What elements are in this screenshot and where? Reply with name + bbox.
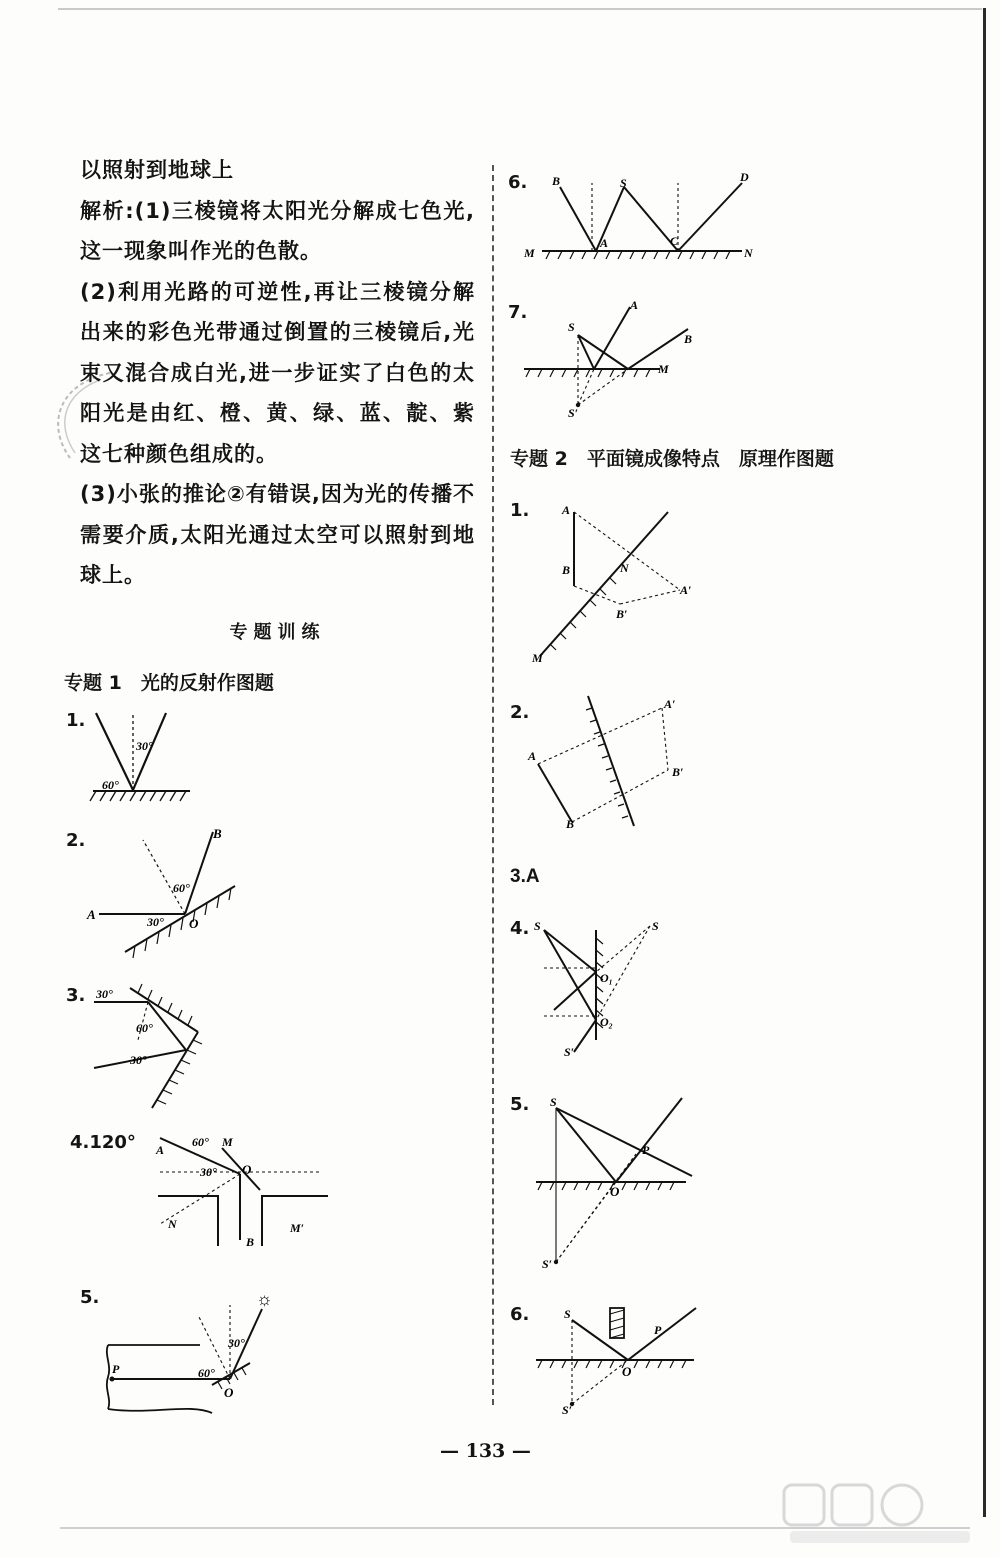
t2-q2-label-Aprime: A′	[664, 697, 676, 711]
t2-q2-label-B: B	[566, 817, 575, 831]
page-border-right	[983, 8, 986, 1517]
t2-q5-label-Sprime: S′	[542, 1257, 553, 1271]
t2-q6-label-S: S	[564, 1307, 571, 1321]
t1-q1-diagram	[88, 705, 198, 805]
topic2-title: 专题 2 平面镜成像特点 原理作图题	[510, 448, 834, 470]
r-q7-label-Sprime: S′	[568, 406, 579, 420]
t2-q6-label-O: O	[622, 1364, 632, 1379]
t2-q2-label-Bprime: B′	[672, 765, 684, 779]
t2-q6-label-Sprime: S′	[562, 1403, 573, 1416]
t2-q5-diagram	[526, 1090, 701, 1275]
analysis-part-1: 解析:(1)三棱镜将太阳光分解成七色光,这一现象叫作光的色散。	[80, 198, 475, 263]
t1-q2-label-B: B	[213, 826, 222, 841]
t1-q2-diagram	[85, 822, 245, 962]
t1-q5-number: 5.	[80, 1287, 100, 1308]
t1-q5-label-P: P	[112, 1362, 120, 1376]
t1-q4-number: 4.120°	[70, 1132, 136, 1153]
t2-q4-label-O1: O₁	[600, 971, 613, 985]
r-q6-label-M: M	[524, 246, 535, 260]
t2-q5-label-O: O	[610, 1184, 620, 1199]
t1-q4-label-A: A	[156, 1143, 165, 1157]
t2-q2-label-A: A	[528, 749, 537, 763]
r-q6-label-C: C	[670, 234, 679, 248]
t1-q4-label-M: M	[222, 1135, 233, 1149]
topic1-title: 专题 1 光的反射作图题	[64, 672, 274, 694]
t1-q4-label-B: B	[246, 1235, 255, 1249]
column-divider	[492, 165, 494, 1405]
t2-q1-label-N: N	[620, 561, 629, 575]
t1-q4-angle60: 60°	[192, 1135, 209, 1149]
training-title: 专题训练	[229, 621, 326, 643]
t2-q4-label-Sprime: S′	[564, 1045, 575, 1059]
t1-q2-label-A: A	[87, 907, 96, 922]
text-line-0: 以照射到地球上	[80, 158, 234, 182]
t2-q3-answer: 3.A	[510, 866, 540, 887]
r-q7-label-M: M	[658, 362, 669, 376]
r-q7-diagram	[520, 295, 710, 420]
page-border-top	[58, 8, 982, 10]
r-q6-number: 6.	[508, 172, 528, 193]
t1-q2-angle60: 60°	[173, 881, 190, 895]
t2-q1-label-A: A	[562, 503, 571, 517]
t1-q2-label-O: O	[189, 916, 199, 931]
t1-q3-angle30a: 30°	[96, 987, 113, 1001]
t1-q4-label-N: N	[168, 1217, 177, 1231]
t2-q1-label-M: M	[532, 651, 543, 665]
t1-q5-diagram	[100, 1285, 285, 1415]
t2-q6-diagram	[530, 1298, 705, 1416]
r-q6-label-D: D	[740, 170, 749, 184]
t1-q3-diagram	[90, 980, 215, 1115]
t2-q1-number: 1.	[510, 500, 530, 521]
analysis-part-2: (2)利用光路的可逆性,再让三棱镜分解出来的彩色光带通过倒置的三棱镜后,光束又混合成白光,进一步证实了白色的太阳光是由红、橙、黄、绿、蓝、靛、紫这七种颜色组成的。	[80, 279, 475, 466]
t2-q6-number: 6.	[510, 1304, 530, 1325]
left-column-text	[80, 150, 475, 644]
t1-q1-number: 1.	[66, 710, 86, 731]
t1-q3-angle30b: 30°	[130, 1053, 147, 1067]
r-q6-diagram	[520, 165, 765, 265]
r-q7-label-B: B	[684, 332, 693, 346]
r-q7-label-S: S	[568, 320, 575, 334]
t1-q5-angle30: 30°	[228, 1336, 245, 1350]
t2-q1-label-Bprime: B′	[616, 607, 628, 621]
t2-q1-label-Aprime: A′	[680, 583, 692, 597]
watermark-logo	[780, 1479, 980, 1549]
t2-q4-number: 4.	[510, 918, 530, 939]
t2-q5-label-S: S	[550, 1095, 557, 1109]
t1-q4-angle30: 30°	[200, 1165, 217, 1179]
t2-q1-diagram	[528, 498, 708, 666]
t2-q4-label-S: S	[534, 919, 541, 933]
t2-q5-number: 5.	[510, 1094, 530, 1115]
t1-q4-label-O: O	[242, 1162, 252, 1177]
t1-q1-angle30: 30°	[136, 739, 153, 753]
t1-q3-number: 3.	[66, 985, 86, 1006]
t2-q4-label-O2: O₂	[600, 1015, 613, 1029]
t1-q2-number: 2.	[66, 830, 86, 851]
t2-q1-label-B: B	[562, 563, 571, 577]
sun-icon: ☼	[256, 1289, 273, 1309]
analysis-part-3: (3)小张的推论②有错误,因为光的传播不需要介质,太阳光通过太空可以照射到地球上。	[80, 482, 475, 587]
t2-q2-diagram	[526, 690, 696, 835]
t1-q4-diagram	[150, 1128, 335, 1253]
r-q7-number: 7.	[508, 302, 528, 323]
t2-q5-label-P: P	[642, 1143, 650, 1157]
t1-q5-angle60: 60°	[198, 1366, 215, 1380]
r-q6-label-S: S	[620, 176, 627, 190]
t2-q6-label-P: P	[654, 1323, 662, 1337]
r-q6-label-A: A	[600, 236, 609, 250]
t2-q2-number: 2.	[510, 702, 530, 723]
t1-q3-angle60: 60°	[136, 1021, 153, 1035]
t1-q2-angle30: 30°	[147, 915, 164, 929]
r-q6-label-N: N	[744, 246, 753, 260]
t2-q4-diagram	[526, 912, 676, 1062]
t1-q5-label-O: O	[224, 1385, 234, 1400]
t2-q4-label-S2: S	[652, 919, 659, 933]
r-q7-label-A: A	[630, 298, 639, 312]
page-number: — 133 —	[440, 1440, 531, 1462]
t1-q1-angle60: 60°	[102, 778, 119, 792]
t1-q4-label-Mprime: M′	[290, 1221, 305, 1235]
r-q6-label-B: B	[552, 174, 561, 188]
